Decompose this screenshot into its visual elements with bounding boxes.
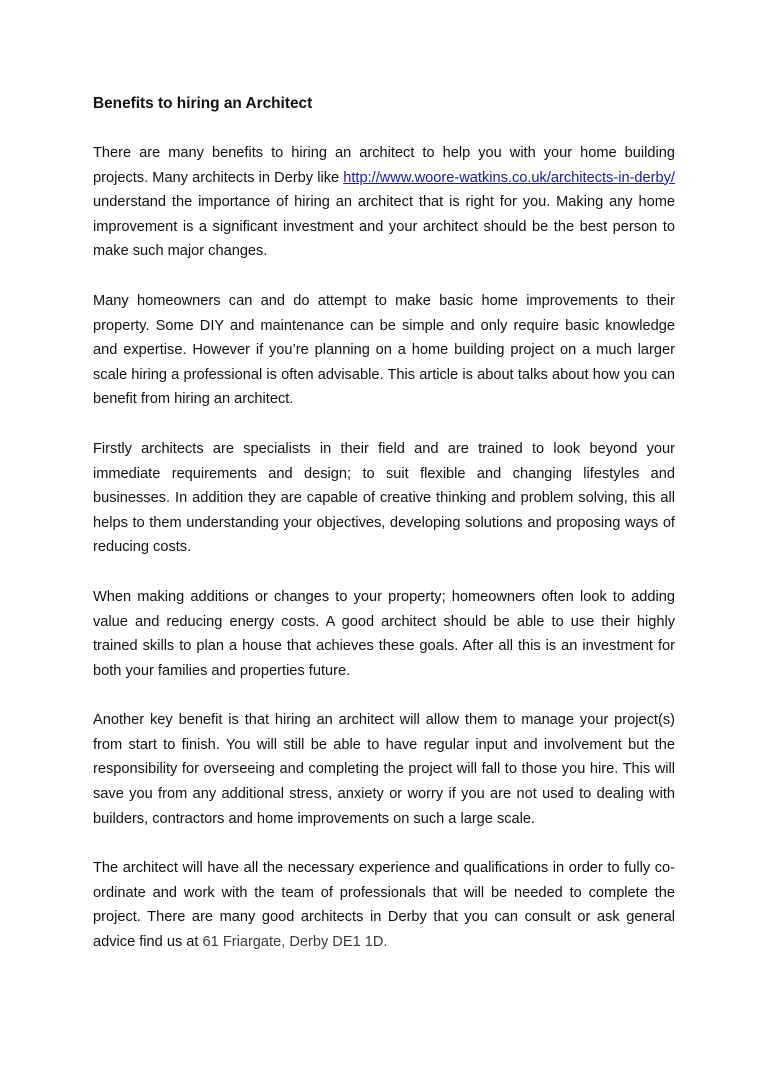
- paragraph-diy: Many homeowners can and do attempt to make basic home improvements to their property. Some DIY and maintenance can be simple and only require basic knowledge and expertise. However if you’re planning on a home building project on a much larger scale hiring a professional is often advisable. This article is about talks about how you can benefit from hiring an architect.: [93, 292, 675, 408]
- paragraph-value: When making additions or changes to your property; homeowners often look to adding value and reducing energy costs. A good architect should be able to use their highly trained skills to plan a house that achieves these goals. After all this is an investment for both your families and properties future.: [93, 588, 675, 679]
- paragraph-project-management: Another key benefit is that hiring an architect will allow them to manage your project(s) from start to finish. You will still be able to have regular input and involvement but the responsibility for overseeing and completing the project will fall to those you hire. This will save you from any additional stress, anxiety or worry if you are not used to dealing with builders, contractors and home improvements on such a large scale.: [93, 712, 675, 827]
- paragraph-intro: [93, 141, 675, 264]
- office-address: 61 Friargate, Derby DE1 1D.: [202, 934, 388, 951]
- paragraph-text: The architect will have all the necessary experience and qualifications in order to fully co-ordinate and work with the team of professionals that will be needed to complete the project. There are many good architects in Derby that you can consult or ask general advice find us at: [93, 860, 675, 951]
- paragraph-contact: [93, 856, 675, 954]
- paragraph-text: There are many benefits to hiring an architect to help you with your home building projects. Many architects in Derby like: [93, 145, 675, 186]
- paragraph-specialists: Firstly architects are specialists in their field and are trained to look beyond your immediate requirements and design; to suit flexible and changing lifestyles and businesses. In addition they are capable of creative thinking and problem solving, this all helps to them understanding your objectives, developing solutions and proposing ways of reducing costs.: [93, 440, 675, 556]
- document-body: [93, 92, 675, 980]
- paragraph-text: understand the importance of hiring an architect that is right for you. Making any home improvement is a significant investment and your architect should be the best person to make such major changes.: [93, 194, 675, 260]
- architects-derby-link[interactable]: http://www.woore-watkins.co.uk/architects-in-derby/: [343, 169, 675, 186]
- document-title: Benefits to hiring an Architect: [93, 95, 313, 112]
